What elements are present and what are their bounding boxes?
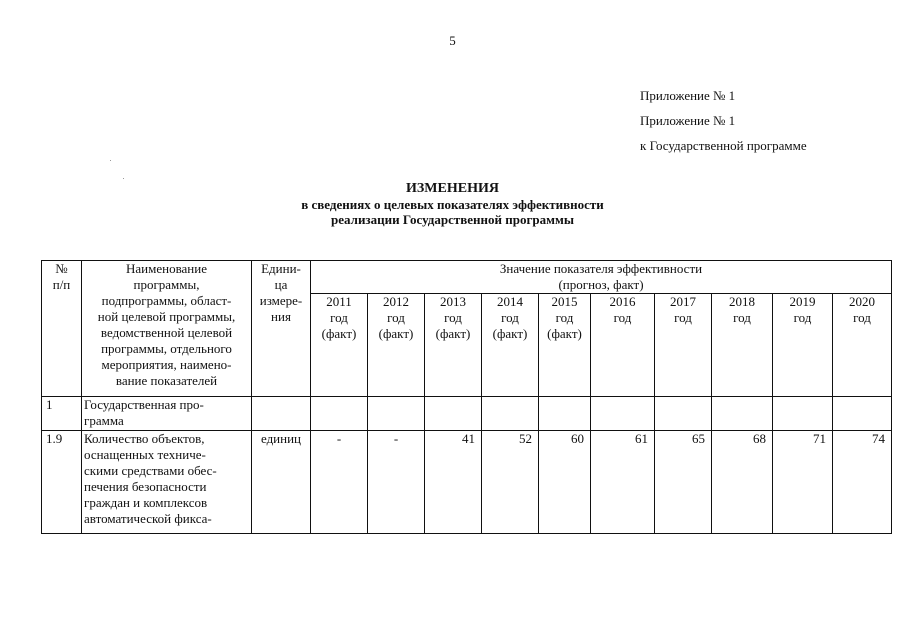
year-header-word: год [733,310,751,325]
year-header-word: год [444,310,462,325]
value-cell [368,397,425,431]
year-header-year: 2014 [497,294,523,309]
row-num: 1 [42,397,82,431]
year-header-word: год [555,310,574,325]
year-header-word: год [674,310,692,325]
year-header [482,294,539,397]
year-header-word: год [853,310,871,325]
year-header-note: (факт) [378,326,414,341]
year-header-note: (факт) [492,326,528,341]
year-header-year: 2017 [670,294,696,309]
year-header [655,294,712,397]
year-header [833,294,892,397]
appendix-label: Приложение № 1 [640,113,736,128]
value-cell [773,397,833,431]
value-cell: 41 [425,431,482,534]
value-cell [539,397,591,431]
year-header-word: год [501,310,519,325]
year-header-note: (факт) [321,326,357,341]
year-header [311,294,368,397]
value-cell [311,397,368,431]
value-cell [591,397,655,431]
header-unit: Едини- ца измере- ния [252,261,311,397]
year-header [773,294,833,397]
value-cell: 61 [591,431,655,534]
value-cell: 74 [833,431,892,534]
year-header-word: год [387,310,405,325]
document-title [0,181,905,227]
page-number: 5 [449,33,456,48]
row-name: Государственная про- грамма [82,397,252,431]
year-header [425,294,482,397]
year-header-note: (факт) [435,326,471,341]
value-cell: 68 [712,431,773,534]
table-row [42,397,892,431]
header-num: № п/п [42,261,82,397]
value-cell: 60 [539,431,591,534]
table-row [42,431,892,534]
scan-speck [123,178,124,179]
value-cell: 52 [482,431,539,534]
year-header-year: 2011 [326,294,352,309]
value-cell [425,397,482,431]
value-cell [482,397,539,431]
year-header-word: год [793,310,812,325]
value-cell [712,397,773,431]
value-cell: 71 [773,431,833,534]
year-header-note: (факт) [547,326,582,341]
row-name: Количество объектов, оснащенных техниче- скими средствами обес- печения безопасности граждан и комплексов автоматической фикса- [82,431,252,534]
header-value-group: Значение показателя эффективности (прогноз, факт) [311,261,892,294]
year-header-year: 2019 [789,294,816,309]
year-header-word: год [330,310,348,325]
value-cell: 65 [655,431,712,534]
year-header-year: 2016 [609,294,636,309]
value-cell [833,397,892,431]
title-line: в сведениях о целевых показателях эффективности [301,197,604,212]
row-num: 1.9 [42,431,82,534]
year-header-year: 2018 [729,294,755,309]
year-header [591,294,655,397]
year-header-year: 2012 [383,294,409,309]
year-header [712,294,773,397]
value-cell: - [368,431,425,534]
year-header [539,294,591,397]
appendix-subtitle: к Государственной программе [640,138,807,153]
row-unit [252,397,311,431]
year-header-word: год [613,310,632,325]
value-cell: - [311,431,368,534]
year-header-year: 2015 [551,294,578,309]
year-header [368,294,425,397]
year-header-year: 2013 [440,294,466,309]
row-unit: единиц [252,431,311,534]
value-cell [655,397,712,431]
title-line: реализации Государственной программы [331,212,574,227]
title-main: ИЗМЕНЕНИЯ [406,181,499,196]
year-header-year: 2020 [849,294,875,309]
scan-speck [110,160,111,161]
header-row [42,261,892,294]
indicators-table [41,260,892,534]
appendix-label: Приложение № 1 [640,88,736,103]
header-name: Наименование программы, подпрограммы, област- ной целевой программы, ведомственной целевой программы, отдельного мероприятия, наимено- вание показателей [82,261,252,397]
